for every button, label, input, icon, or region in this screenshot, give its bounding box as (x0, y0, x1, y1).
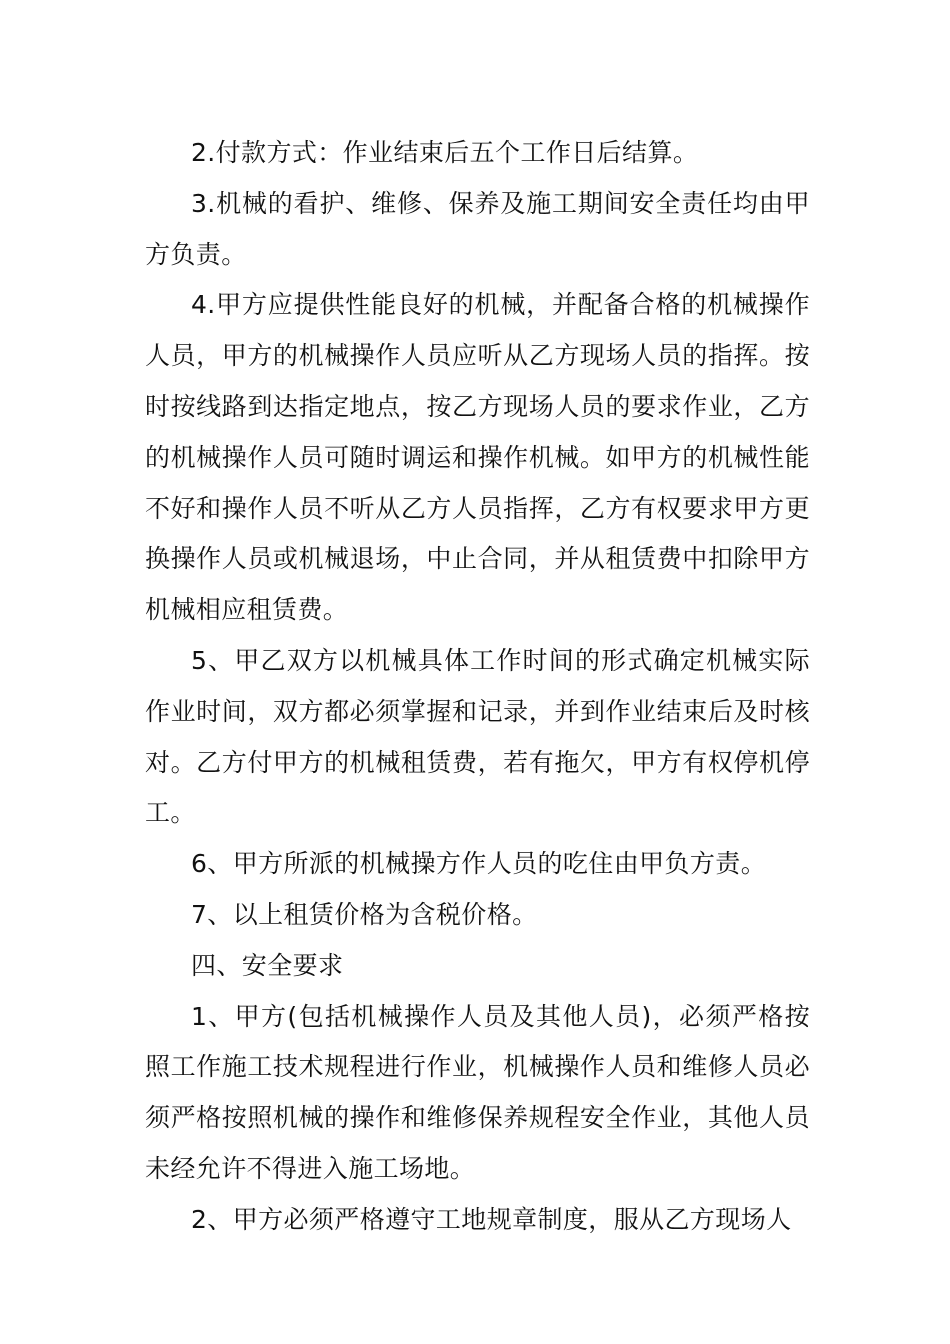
clause-working-time: 5、甲乙双方以机械具体工作时间的形式确定机械实际作业时间，双方都必须掌握和记录，并到作业结束后及时核对。乙方付甲方的机械租赁费，若有拖欠，甲方有权停机停工。 (145, 645, 810, 828)
clause-safety-procedures: 1、甲方(包括机械操作人员及其他人员)，必须严格按照工作施工技术规程进行作业，机械操作人员和维修人员必须严格按照机械的操作和维修保养规程安全作业，其他人员未经允许不得进入施工场地。 (145, 1001, 810, 1183)
clause-machine-care: 3.机械的看护、维修、保养及施工期间安全责任均由甲方负责。 (145, 188, 810, 269)
clause-tax-price: 7、以上租赁价格为含税价格。 (191, 899, 538, 929)
clause-site-rules: 2、甲方必须严格遵守工地规章制度，服从乙方现场人 (191, 1204, 792, 1234)
clause-payment-method: 2.付款方式：作业结束后五个工作日后结算。 (191, 138, 699, 167)
document-body (145, 128, 810, 1246)
section-heading-safety: 四、安全要求 (191, 950, 344, 980)
clause-accommodation: 6、甲方所派的机械操方作人员的吃住由甲负方责。 (191, 849, 767, 879)
clause-machine-operators: 4.甲方应提供性能良好的机械，并配备合格的机械操作人员，甲方的机械操作人员应听从乙方现场人员的指挥。按时按线路到达指定地点，按乙方现场人员的要求作业，乙方的机械操作人员可随时调运和操作机械。如甲方的机械性能不好和操作人员不听从乙方人员指挥，乙方有权要求甲方更换操作人员或机械退场，中止合同，并从租赁费中扣除甲方机械相应租赁费。 (145, 290, 810, 625)
